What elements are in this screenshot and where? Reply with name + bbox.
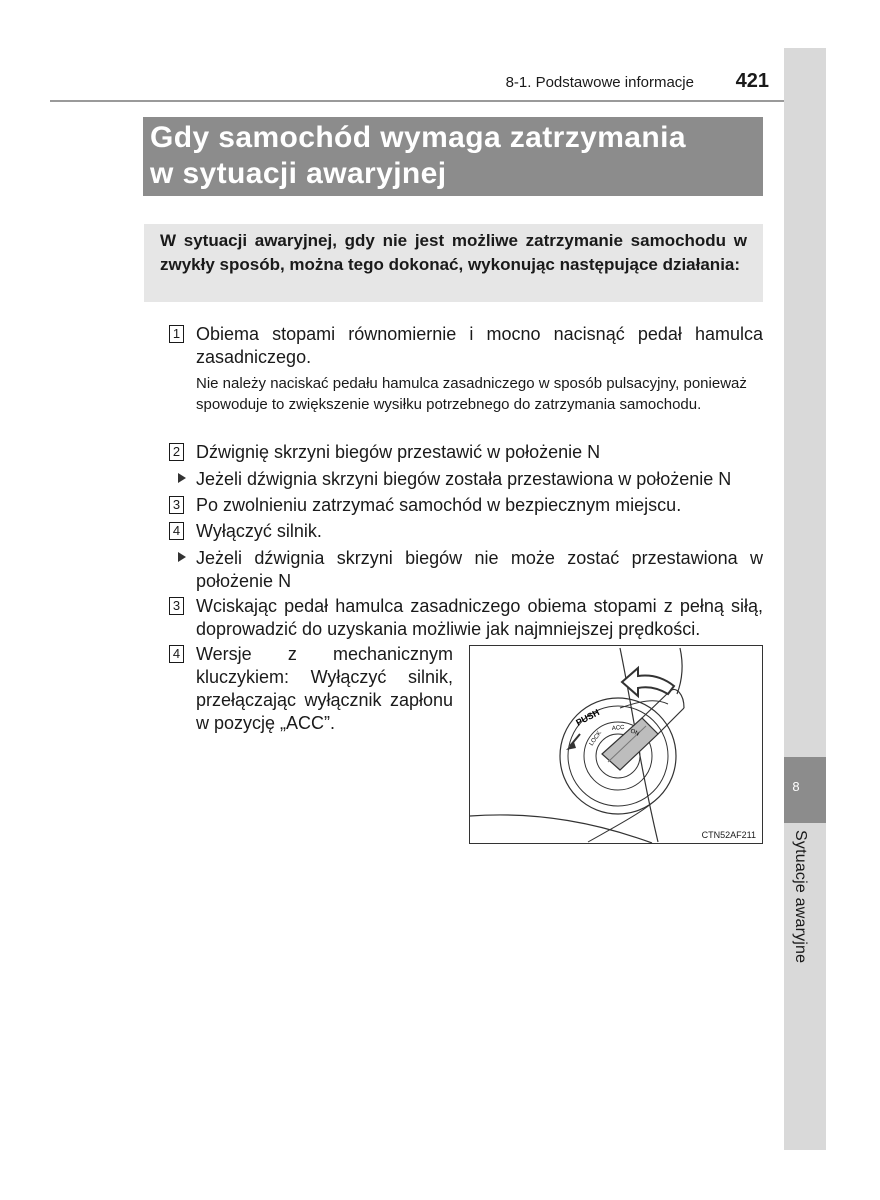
figure-code: CTN52AF211: [701, 830, 756, 840]
step-number: 1: [169, 325, 184, 343]
step-1: [169, 323, 763, 369]
section-title: [143, 117, 763, 196]
step-3-alt: [169, 595, 763, 641]
page-number: 421: [735, 70, 769, 92]
triangle-bullet-icon: [178, 473, 186, 483]
step-number: 4: [169, 645, 184, 663]
header-rule: [50, 100, 784, 102]
step-2: [169, 441, 763, 464]
step-4-alt: [169, 643, 453, 735]
step-1-note: Nie należy naciskać pedału hamulca zasadniczego w sposób pulsacyjny, ponieważ spowoduje to zwiększenie wysiłku potrzebnego do zatrzymania samochodu.: [196, 375, 747, 413]
triangle-bullet-icon: [178, 552, 186, 562]
acc-label: ACC: [611, 724, 625, 732]
title-line-2: w sytuacji awaryjnej: [150, 157, 447, 190]
step-text: Dźwignię skrzyni biegów przestawić w położenie N: [196, 442, 601, 462]
chapter-number: 8: [792, 779, 800, 794]
step-text: Wersje z mechanicznym kluczykiem: Wyłączyć silnik, przełączając wyłącznik zapłonu w pozycję „ACC”.: [196, 644, 453, 733]
step-text: Obiema stopami równomiernie i mocno nacisnąć pedał hamulca zasadniczego.: [196, 324, 763, 367]
bullet-text: Jeżeli dźwignia skrzyni biegów została przestawiona w położenie N: [196, 469, 732, 489]
step-number: 4: [169, 522, 184, 540]
step-number: 2: [169, 443, 184, 461]
chapter-title: Sytuacje awaryjne: [792, 830, 809, 964]
ignition-switch-drawing: [470, 646, 762, 843]
bullet-shifted-to-n: [178, 468, 763, 491]
intro-text: W sytuacji awaryjnej, gdy nie jest możliwe zatrzymanie samochodu w zwykły sposób, można tego dokonać, wykonując następujące działania:: [160, 231, 747, 274]
title-line-1: Gdy samochód wymaga zatrzymania: [150, 121, 686, 154]
step-3: [169, 494, 763, 517]
on-label: ON: [629, 728, 640, 738]
ignition-switch-illustration: [469, 645, 763, 844]
lock-label: LOCK: [588, 730, 604, 748]
step-number: 3: [169, 597, 184, 615]
push-label: PUSH: [574, 707, 602, 728]
running-header: 8-1. Podstawowe informacje: [505, 74, 694, 91]
step-number: 3: [169, 496, 184, 514]
chapter-tab: [784, 757, 826, 823]
bullet-cannot-shift: [178, 547, 763, 593]
step-text: Wyłączyć silnik.: [196, 521, 322, 541]
intro-box: [144, 224, 763, 302]
step-4: [169, 520, 763, 543]
step-text: Po zwolnieniu zatrzymać samochód w bezpiecznym miejscu.: [196, 495, 682, 515]
step-text: Wciskając pedał hamulca zasadniczego obiema stopami z pełną siłą, doprowadzić do uzyskania możliwie jak najmniejszej prędkości.: [196, 596, 763, 639]
bullet-text: Jeżeli dźwignia skrzyni biegów nie może zostać przestawiona w położenie N: [196, 548, 763, 591]
